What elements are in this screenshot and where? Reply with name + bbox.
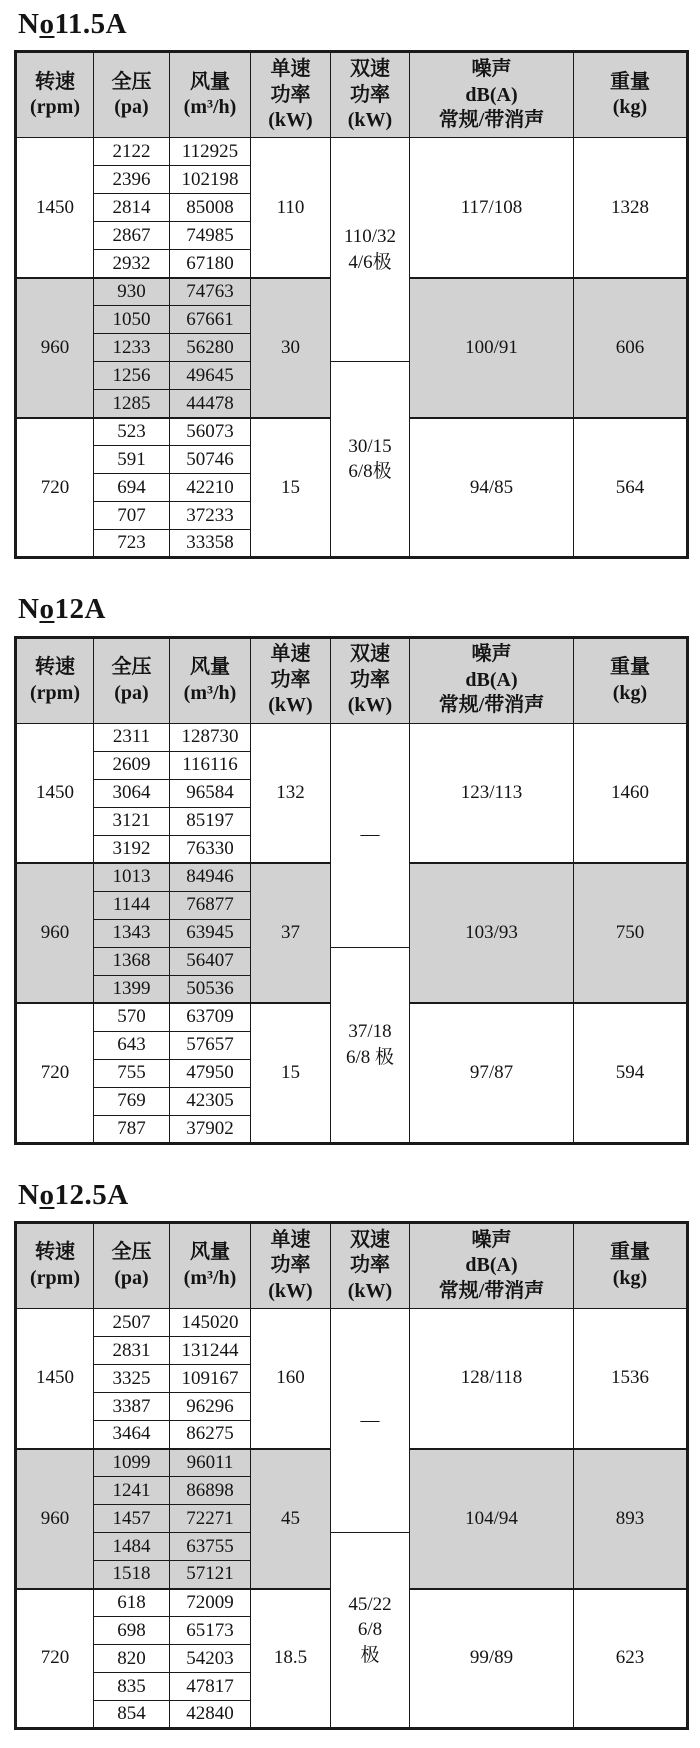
weight-cell: 606 (574, 278, 688, 418)
weight-cell: 1460 (574, 723, 688, 863)
flow-cell: 86275 (170, 1421, 251, 1449)
header-line: 风量 (190, 1241, 230, 1264)
pressure-cell: 769 (94, 1087, 170, 1115)
flow-cell: 145020 (170, 1309, 251, 1337)
header-line: 双速 (350, 57, 390, 80)
rpm-cell: 1450 (16, 1309, 94, 1449)
noise-cell: 103/93 (410, 863, 574, 1003)
col-header-flow (170, 52, 251, 138)
flow-cell: 116116 (170, 751, 251, 779)
header-line: (pa) (114, 96, 149, 119)
flow-cell: 49645 (170, 362, 251, 390)
flow-cell: 37233 (170, 502, 251, 530)
flow-cell: 96584 (170, 779, 251, 807)
noise-cell: 99/89 (410, 1589, 574, 1729)
header-line: (kg) (612, 96, 648, 119)
flow-cell: 86898 (170, 1477, 251, 1505)
pressure-cell: 1013 (94, 863, 170, 891)
pressure-cell: 698 (94, 1617, 170, 1645)
flow-cell: 42305 (170, 1087, 251, 1115)
fan-spec-section (14, 1179, 688, 1730)
rpm-cell: 960 (16, 863, 94, 1003)
flow-cell: 63755 (170, 1533, 251, 1561)
noise-cell: 117/108 (410, 138, 574, 278)
noise-cell: 123/113 (410, 723, 574, 863)
pressure-cell: 2831 (94, 1337, 170, 1365)
title-no-o: o (39, 1178, 55, 1211)
flow-cell: 57657 (170, 1031, 251, 1059)
dual-power-line: 45/22 (348, 1593, 392, 1615)
header-line: 全压 (111, 656, 152, 679)
dual-power-cell (331, 1309, 410, 1533)
fan-spec-section (14, 593, 688, 1144)
dual-power-line: 37/18 (348, 1021, 392, 1043)
pressure-cell: 1256 (94, 362, 170, 390)
dual-power-cell (331, 723, 410, 947)
title-number: 11.5A (54, 8, 128, 40)
col-header-pressure (94, 52, 170, 138)
header-line: 功率 (350, 1254, 390, 1277)
weight-cell: 893 (574, 1449, 688, 1589)
noise-cell: 97/87 (410, 1003, 574, 1143)
header-line: (kW) (347, 1279, 393, 1302)
single-power-cell: 132 (251, 723, 331, 863)
pressure-cell: 2609 (94, 751, 170, 779)
dual-power-line: 6/8极 (348, 461, 392, 483)
header-line: 单速 (270, 57, 311, 80)
flow-cell: 102198 (170, 166, 251, 194)
header-line: 单速 (270, 643, 311, 666)
flow-cell: 47950 (170, 1059, 251, 1087)
single-power-cell: 45 (251, 1449, 331, 1589)
col-header-noise (410, 52, 574, 138)
dual-power-line: 4/6极 (348, 251, 392, 273)
header-line: 转速 (35, 656, 75, 679)
table-title (18, 593, 688, 626)
header-line: 重量 (610, 70, 650, 93)
pressure-cell: 1484 (94, 1533, 170, 1561)
title-no-o: o (39, 8, 55, 40)
header-line: 功率 (270, 83, 311, 106)
pressure-cell: 1368 (94, 947, 170, 975)
single-power-cell: 160 (251, 1309, 331, 1449)
col-header-flow (170, 637, 251, 723)
flow-cell: 67661 (170, 306, 251, 334)
dual-power-line: 6/8 极 (345, 1046, 395, 1068)
flow-cell: 72009 (170, 1589, 251, 1617)
pressure-cell: 2396 (94, 166, 170, 194)
dual-power-line: — (360, 824, 380, 846)
header-line: dB(A) (465, 83, 518, 106)
weight-cell: 564 (574, 418, 688, 558)
pressure-cell: 3121 (94, 807, 170, 835)
noise-cell: 100/91 (410, 278, 574, 418)
dual-power-cell (331, 947, 410, 1143)
col-header-dual-power (331, 637, 410, 723)
spec-table (14, 1221, 689, 1730)
weight-cell: 1328 (574, 138, 688, 278)
pressure-cell: 2311 (94, 723, 170, 751)
pressure-cell: 3064 (94, 779, 170, 807)
header-line: (pa) (114, 1267, 149, 1290)
weight-cell: 1536 (574, 1309, 688, 1449)
flow-cell: 85008 (170, 194, 251, 222)
pressure-cell: 1099 (94, 1449, 170, 1477)
header-line: (m³/h) (183, 1267, 237, 1290)
dual-power-line: 30/15 (348, 435, 392, 457)
col-header-flow (170, 1223, 251, 1309)
header-line: 转速 (35, 1241, 75, 1264)
fan-spec-section (14, 8, 688, 559)
header-line: 重量 (610, 1241, 650, 1264)
flow-cell: 57121 (170, 1561, 251, 1589)
pressure-cell: 3387 (94, 1393, 170, 1421)
header-line: dB(A) (465, 1254, 518, 1277)
header-line: 单速 (270, 1228, 311, 1251)
single-power-cell: 30 (251, 278, 331, 418)
title-no-o: o (39, 593, 55, 626)
flow-cell: 112925 (170, 138, 251, 166)
header-line: 转速 (35, 70, 75, 93)
pressure-cell: 1233 (94, 334, 170, 362)
table-title (18, 1179, 688, 1212)
table-row (16, 723, 688, 751)
header-line: 双速 (350, 1228, 390, 1251)
rpm-cell: 720 (16, 1003, 94, 1143)
col-header-speed (16, 52, 94, 138)
noise-cell: 104/94 (410, 1449, 574, 1589)
rpm-cell: 1450 (16, 138, 94, 278)
header-line: (pa) (114, 681, 149, 704)
flow-cell: 47817 (170, 1673, 251, 1701)
header-line: 全压 (111, 70, 152, 93)
flow-cell: 44478 (170, 390, 251, 418)
header-line: (kg) (612, 681, 648, 704)
pressure-cell: 2814 (94, 194, 170, 222)
rpm-cell: 1450 (16, 723, 94, 863)
col-header-weight (574, 52, 688, 138)
header-line: 双速 (350, 643, 390, 666)
pressure-cell: 1285 (94, 390, 170, 418)
col-header-single-power (251, 1223, 331, 1309)
flow-cell: 56073 (170, 418, 251, 446)
header-line: 噪声 (471, 1228, 512, 1251)
noise-cell: 94/85 (410, 418, 574, 558)
pressure-cell: 591 (94, 446, 170, 474)
header-line: 常规/带消声 (438, 694, 545, 717)
dual-power-line: 极 (360, 1644, 380, 1666)
header-line: 风量 (190, 70, 230, 93)
header-line: (rpm) (30, 96, 80, 119)
single-power-cell: 15 (251, 1003, 331, 1143)
spec-table (14, 50, 689, 559)
flow-cell: 74985 (170, 222, 251, 250)
col-header-noise (410, 1223, 574, 1309)
header-line: 功率 (270, 668, 311, 691)
header-line: 功率 (270, 1254, 311, 1277)
header-line: (kW) (268, 1279, 313, 1302)
flow-cell: 96011 (170, 1449, 251, 1477)
pressure-cell: 930 (94, 278, 170, 306)
flow-cell: 76330 (170, 835, 251, 863)
flow-cell: 109167 (170, 1365, 251, 1393)
col-header-dual-power (331, 1223, 410, 1309)
title-number: 12A (54, 593, 106, 626)
single-power-cell: 15 (251, 418, 331, 558)
header-line: 常规/带消声 (438, 1279, 545, 1302)
flow-cell: 76877 (170, 891, 251, 919)
header-line: (rpm) (30, 1267, 80, 1290)
flow-cell: 50746 (170, 446, 251, 474)
col-header-single-power (251, 637, 331, 723)
flow-cell: 37902 (170, 1115, 251, 1143)
pressure-cell: 723 (94, 530, 170, 558)
pressure-cell: 618 (94, 1589, 170, 1617)
header-line: 功率 (350, 668, 390, 691)
header-line: dB(A) (465, 668, 518, 691)
weight-cell: 594 (574, 1003, 688, 1143)
col-header-weight (574, 1223, 688, 1309)
pressure-cell: 1241 (94, 1477, 170, 1505)
col-header-pressure (94, 1223, 170, 1309)
pressure-cell: 3192 (94, 835, 170, 863)
pressure-cell: 2932 (94, 250, 170, 278)
header-line: (kg) (612, 1267, 648, 1290)
pressure-cell: 1518 (94, 1561, 170, 1589)
pressure-cell: 3464 (94, 1421, 170, 1449)
flow-cell: 74763 (170, 278, 251, 306)
rpm-cell: 960 (16, 278, 94, 418)
header-row (16, 52, 688, 138)
pressure-cell: 570 (94, 1003, 170, 1031)
header-line: 常规/带消声 (438, 109, 545, 132)
flow-cell: 131244 (170, 1337, 251, 1365)
fan-spec-tables (14, 8, 688, 1730)
flow-cell: 42210 (170, 474, 251, 502)
pressure-cell: 787 (94, 1115, 170, 1143)
weight-cell: 750 (574, 863, 688, 1003)
flow-cell: 56407 (170, 947, 251, 975)
flow-cell: 42840 (170, 1701, 251, 1729)
header-line: (kW) (268, 694, 313, 717)
pressure-cell: 1144 (94, 891, 170, 919)
flow-cell: 56280 (170, 334, 251, 362)
title-number: 12.5A (54, 1178, 129, 1211)
dual-power-cell (331, 362, 410, 558)
dual-power-cell (331, 1533, 410, 1729)
rpm-cell: 720 (16, 1589, 94, 1729)
single-power-cell: 37 (251, 863, 331, 1003)
col-header-noise (410, 637, 574, 723)
rpm-cell: 720 (16, 418, 94, 558)
pressure-cell: 523 (94, 418, 170, 446)
pressure-cell: 1343 (94, 919, 170, 947)
pressure-cell: 643 (94, 1031, 170, 1059)
title-no-n: N (18, 593, 40, 626)
spec-table (14, 636, 689, 1145)
pressure-cell: 835 (94, 1673, 170, 1701)
header-line: (m³/h) (183, 681, 237, 704)
flow-cell: 54203 (170, 1645, 251, 1673)
flow-cell: 72271 (170, 1505, 251, 1533)
pressure-cell: 854 (94, 1701, 170, 1729)
flow-cell: 85197 (170, 807, 251, 835)
col-header-single-power (251, 52, 331, 138)
header-line: (rpm) (30, 681, 80, 704)
dual-power-line: 6/8 (357, 1619, 383, 1641)
pressure-cell: 707 (94, 502, 170, 530)
header-line: 噪声 (471, 643, 512, 666)
pressure-cell: 2122 (94, 138, 170, 166)
pressure-cell: 1399 (94, 975, 170, 1003)
noise-cell: 128/118 (410, 1309, 574, 1449)
weight-cell: 623 (574, 1589, 688, 1729)
title-no-n: N (18, 1178, 40, 1211)
header-row (16, 637, 688, 723)
col-header-speed (16, 1223, 94, 1309)
pressure-cell: 3325 (94, 1365, 170, 1393)
single-power-cell: 110 (251, 138, 331, 278)
header-line: (m³/h) (183, 96, 237, 119)
header-line: 噪声 (471, 57, 512, 80)
flow-cell: 67180 (170, 250, 251, 278)
flow-cell: 65173 (170, 1617, 251, 1645)
flow-cell: 63709 (170, 1003, 251, 1031)
dual-power-line: 110/32 (343, 226, 397, 248)
flow-cell: 63945 (170, 919, 251, 947)
single-power-cell: 18.5 (251, 1589, 331, 1729)
pressure-cell: 2507 (94, 1309, 170, 1337)
pressure-cell: 1457 (94, 1505, 170, 1533)
header-line: (kW) (347, 109, 393, 132)
table-row (16, 138, 688, 166)
header-line: 功率 (350, 83, 390, 106)
dual-power-line: — (360, 1409, 380, 1431)
header-line: 全压 (111, 1241, 152, 1264)
flow-cell: 50536 (170, 975, 251, 1003)
title-no-n: N (18, 8, 40, 40)
header-line: (kW) (268, 109, 313, 132)
flow-cell: 33358 (170, 530, 251, 558)
flow-cell: 128730 (170, 723, 251, 751)
header-line: 风量 (190, 656, 230, 679)
rpm-cell: 960 (16, 1449, 94, 1589)
header-line: 重量 (610, 656, 650, 679)
pressure-cell: 2867 (94, 222, 170, 250)
pressure-cell: 1050 (94, 306, 170, 334)
flow-cell: 96296 (170, 1393, 251, 1421)
pressure-cell: 820 (94, 1645, 170, 1673)
pressure-cell: 694 (94, 474, 170, 502)
table-title (18, 8, 688, 41)
col-header-speed (16, 637, 94, 723)
col-header-dual-power (331, 52, 410, 138)
header-row (16, 1223, 688, 1309)
col-header-weight (574, 637, 688, 723)
table-row (16, 1309, 688, 1337)
pressure-cell: 755 (94, 1059, 170, 1087)
header-line: (kW) (347, 694, 393, 717)
dual-power-cell (331, 138, 410, 362)
col-header-pressure (94, 637, 170, 723)
flow-cell: 84946 (170, 863, 251, 891)
